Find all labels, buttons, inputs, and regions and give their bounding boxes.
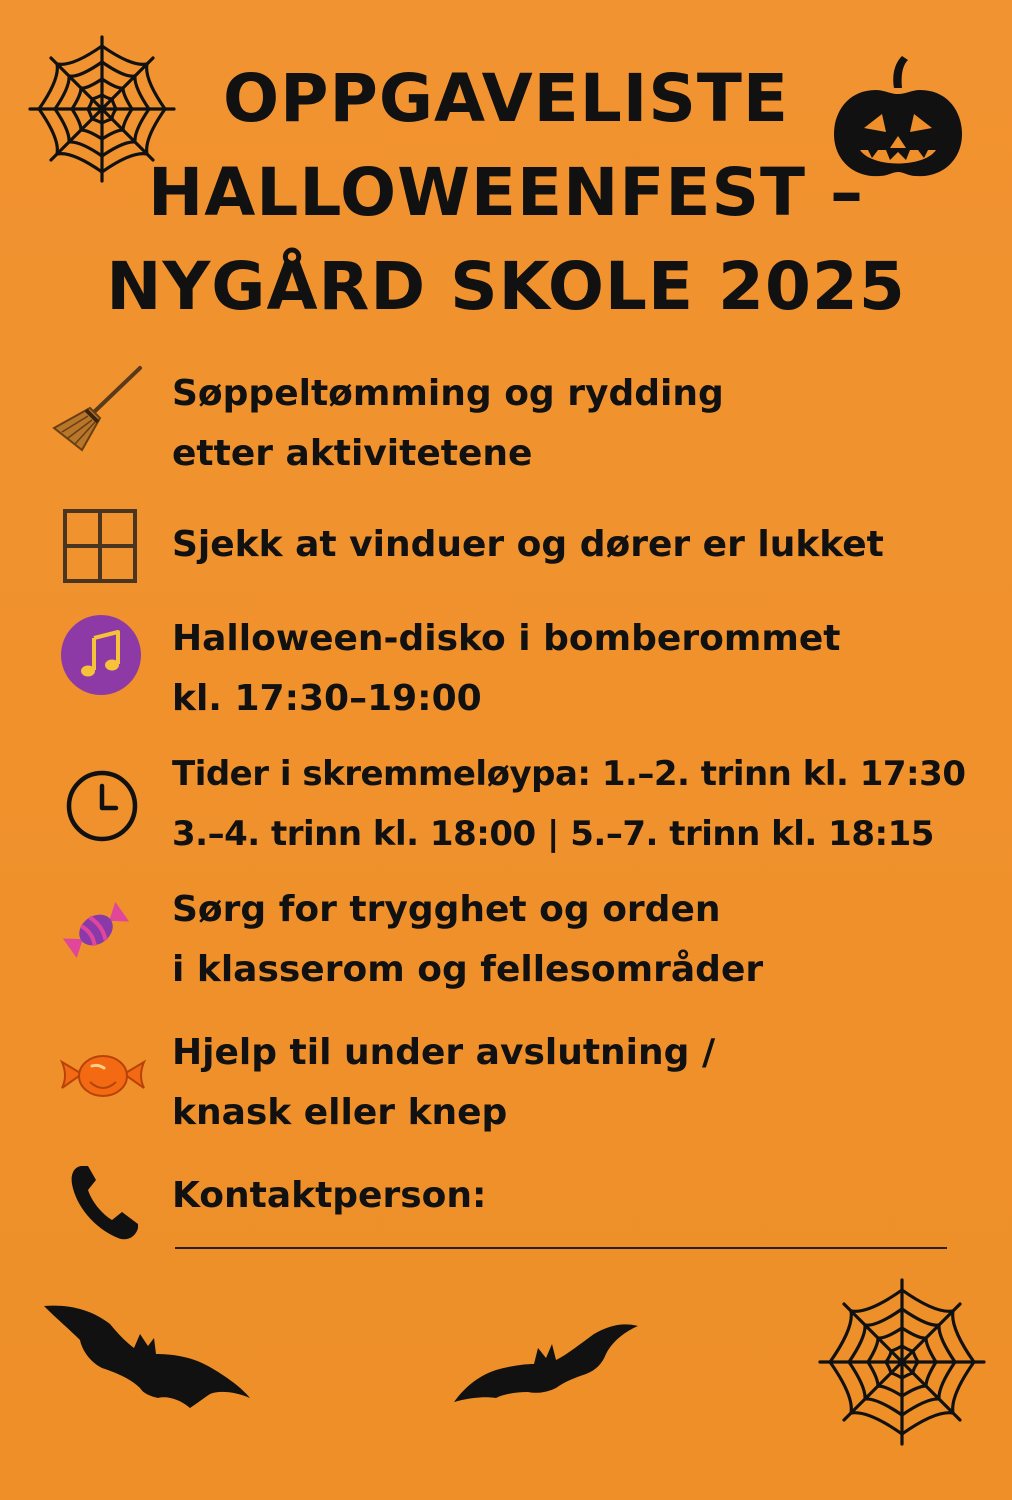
task-line: Hjelp til under avslutning / xyxy=(172,1032,716,1073)
bat-icon xyxy=(40,1300,252,1410)
broom-icon xyxy=(48,362,144,458)
task-line: knask eller knep xyxy=(172,1092,508,1133)
purple-candy-icon xyxy=(60,894,132,966)
window-icon xyxy=(62,508,138,584)
task-line: Halloween-disko i bomberommet xyxy=(172,618,841,659)
task-line: Sjekk at vinduer og dører er lukket xyxy=(172,524,884,565)
contact-label: Kontaktperson: xyxy=(172,1175,487,1216)
task-line: 3.–4. trinn kl. 18:00 | 5.–7. trinn kl. 18:15 xyxy=(172,814,934,854)
task-line: etter aktivitetene xyxy=(172,433,533,474)
task-line: Søppeltømming og rydding xyxy=(172,373,724,414)
task-line: Tider i skremmeløypa: 1.–2. trinn kl. 17:30 xyxy=(172,754,966,794)
title-line-2: HALLOWEENFEST – xyxy=(147,154,865,231)
title-line-3: NYGÅRD SKOLE 2025 xyxy=(106,248,906,325)
page-title xyxy=(0,52,1012,334)
bat-icon xyxy=(452,1318,640,1408)
task-line: kl. 17:30–19:00 xyxy=(172,678,482,719)
task-cleanup xyxy=(172,364,724,484)
task-safety xyxy=(172,880,763,1000)
task-contact-person xyxy=(172,1166,486,1226)
contact-write-line xyxy=(175,1247,947,1249)
clock-icon xyxy=(64,768,140,844)
orange-candy-icon xyxy=(58,1048,148,1104)
task-help-closing xyxy=(172,1023,715,1143)
music-note-icon xyxy=(60,614,142,696)
task-check-windows xyxy=(172,515,884,575)
task-line: i klasserom og fellesområder xyxy=(172,949,764,990)
task-line: Sørg for trygghet og orden xyxy=(172,889,721,930)
spiderweb-icon xyxy=(816,1276,988,1448)
task-scare-trail-times xyxy=(172,744,965,864)
phone-icon xyxy=(68,1162,142,1244)
title-line-1: OPPGAVELISTE xyxy=(222,60,790,137)
task-disco xyxy=(172,609,840,729)
